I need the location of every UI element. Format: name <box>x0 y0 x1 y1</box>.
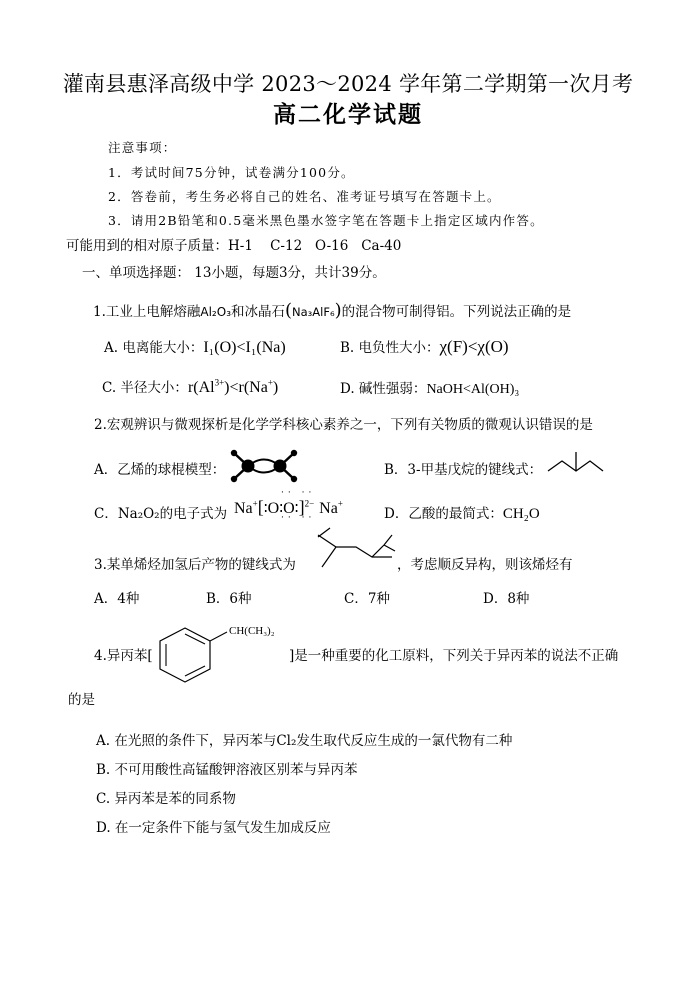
q1-option-d[interactable]: D. 碱性强弱：NaOH<Al(OH)₃ <box>340 381 520 397</box>
exam-subject-title: 高二化学试题 <box>273 101 423 128</box>
q4-option-a[interactable]: A. 在光照的条件下，异丙苯与Cl₂发生取代反应生成的一氯代物有二种 <box>96 733 513 749</box>
q1-option-b[interactable]: B. 电负性大小：χ(F)<χ(O) <box>340 337 509 356</box>
q3-stem-b: ，考虑顺反异构，则该烯烃有 <box>397 557 573 573</box>
lone-pair-dots-bottom: ·· ·· <box>281 513 316 523</box>
q4-option-d[interactable]: D. 在一定条件下能与氢气发生加成反应 <box>96 820 331 836</box>
notice-item-1: 1．考试时间75分钟，试卷满分100分。 <box>108 165 355 180</box>
q2-stem: 2.宏观辨识与微观探析是化学学科核心素养之一，下列有关物质的微观认识错误的是 <box>94 417 593 433</box>
q3-option-d[interactable]: D．8种 <box>483 591 530 607</box>
q2-option-b[interactable]: B．3-甲基戊烷的键线式： <box>384 462 543 478</box>
q3-stem-a: 3.某单烯烃加氢后产物的键线式为 <box>94 557 296 573</box>
notice-item-3: 3．请用2B铅笔和0.5毫米黑色墨水签字笔在答题卡上指定区域内作答。 <box>108 213 544 228</box>
alkane-skeletal-formula <box>316 527 396 569</box>
lone-pair-dots-top: ·· ·· <box>281 488 316 498</box>
q4-option-c[interactable]: C. 异丙苯是苯的同系物 <box>96 791 236 807</box>
q2-option-c[interactable]: C．Na₂O₂的电子式为 <box>94 506 228 522</box>
q1-stem: 1.工业上电解熔融Al₂O₃和冰晶石(Na₃AlF₆)的混合物可制得铝。下列说法正确的是 <box>93 300 572 321</box>
q4-stem-a: 4.异丙苯[ <box>94 648 153 664</box>
q4-stem-c: 的是 <box>68 692 95 708</box>
exam-school-title: 灌南县惠泽高级中学 2023～2024 学年第二学期第一次月考 <box>62 72 634 96</box>
ethylene-ball-stick-model <box>228 446 300 486</box>
notice-item-2: 2．答卷前，考生务必将自己的姓名、准考证号填写在答题卡上。 <box>108 189 501 204</box>
q4-stem-b: ]是一种重要的化工原料，下列关于异丙苯的说法不正确 <box>289 648 619 664</box>
q2-option-d[interactable]: D．乙酸的最简式：CH₂O <box>384 506 540 522</box>
q3-option-c[interactable]: C．7种 <box>344 591 390 607</box>
methylpentane-skeletal-formula <box>548 449 604 479</box>
q1-option-a[interactable]: A. 电离能大小：I₁(O)<I₁(Na) <box>104 339 286 356</box>
notice-heading: 注意事项： <box>108 140 177 155</box>
q4-option-b[interactable]: B. 不可用酸性高锰酸钾溶液区别苯与异丙苯 <box>96 762 358 778</box>
q2-option-a[interactable]: A．乙烯的球棍模型： <box>94 462 226 478</box>
atomic-masses: 可能用到的相对原子质量：H-1 C-12 O-16 Ca-40 <box>66 238 402 254</box>
q3-option-b[interactable]: B．6种 <box>206 591 252 607</box>
sodium-peroxide-electron-formula: Na+[∶O∶O∶]$^{2-}$ Na+ <box>234 497 343 517</box>
q3-option-a[interactable]: A．4种 <box>94 591 140 607</box>
q1-option-c[interactable]: C. 半径大小：$r(Al^{3+})<r(Na^+)$ <box>102 377 279 396</box>
peroxide-oxygen: O <box>267 500 280 517</box>
section-1-heading: 一、单项选择题： 13小题，每题3分，共计39分。 <box>82 265 386 281</box>
cumene-substituent: CH(CH₃)₂ <box>229 625 275 637</box>
